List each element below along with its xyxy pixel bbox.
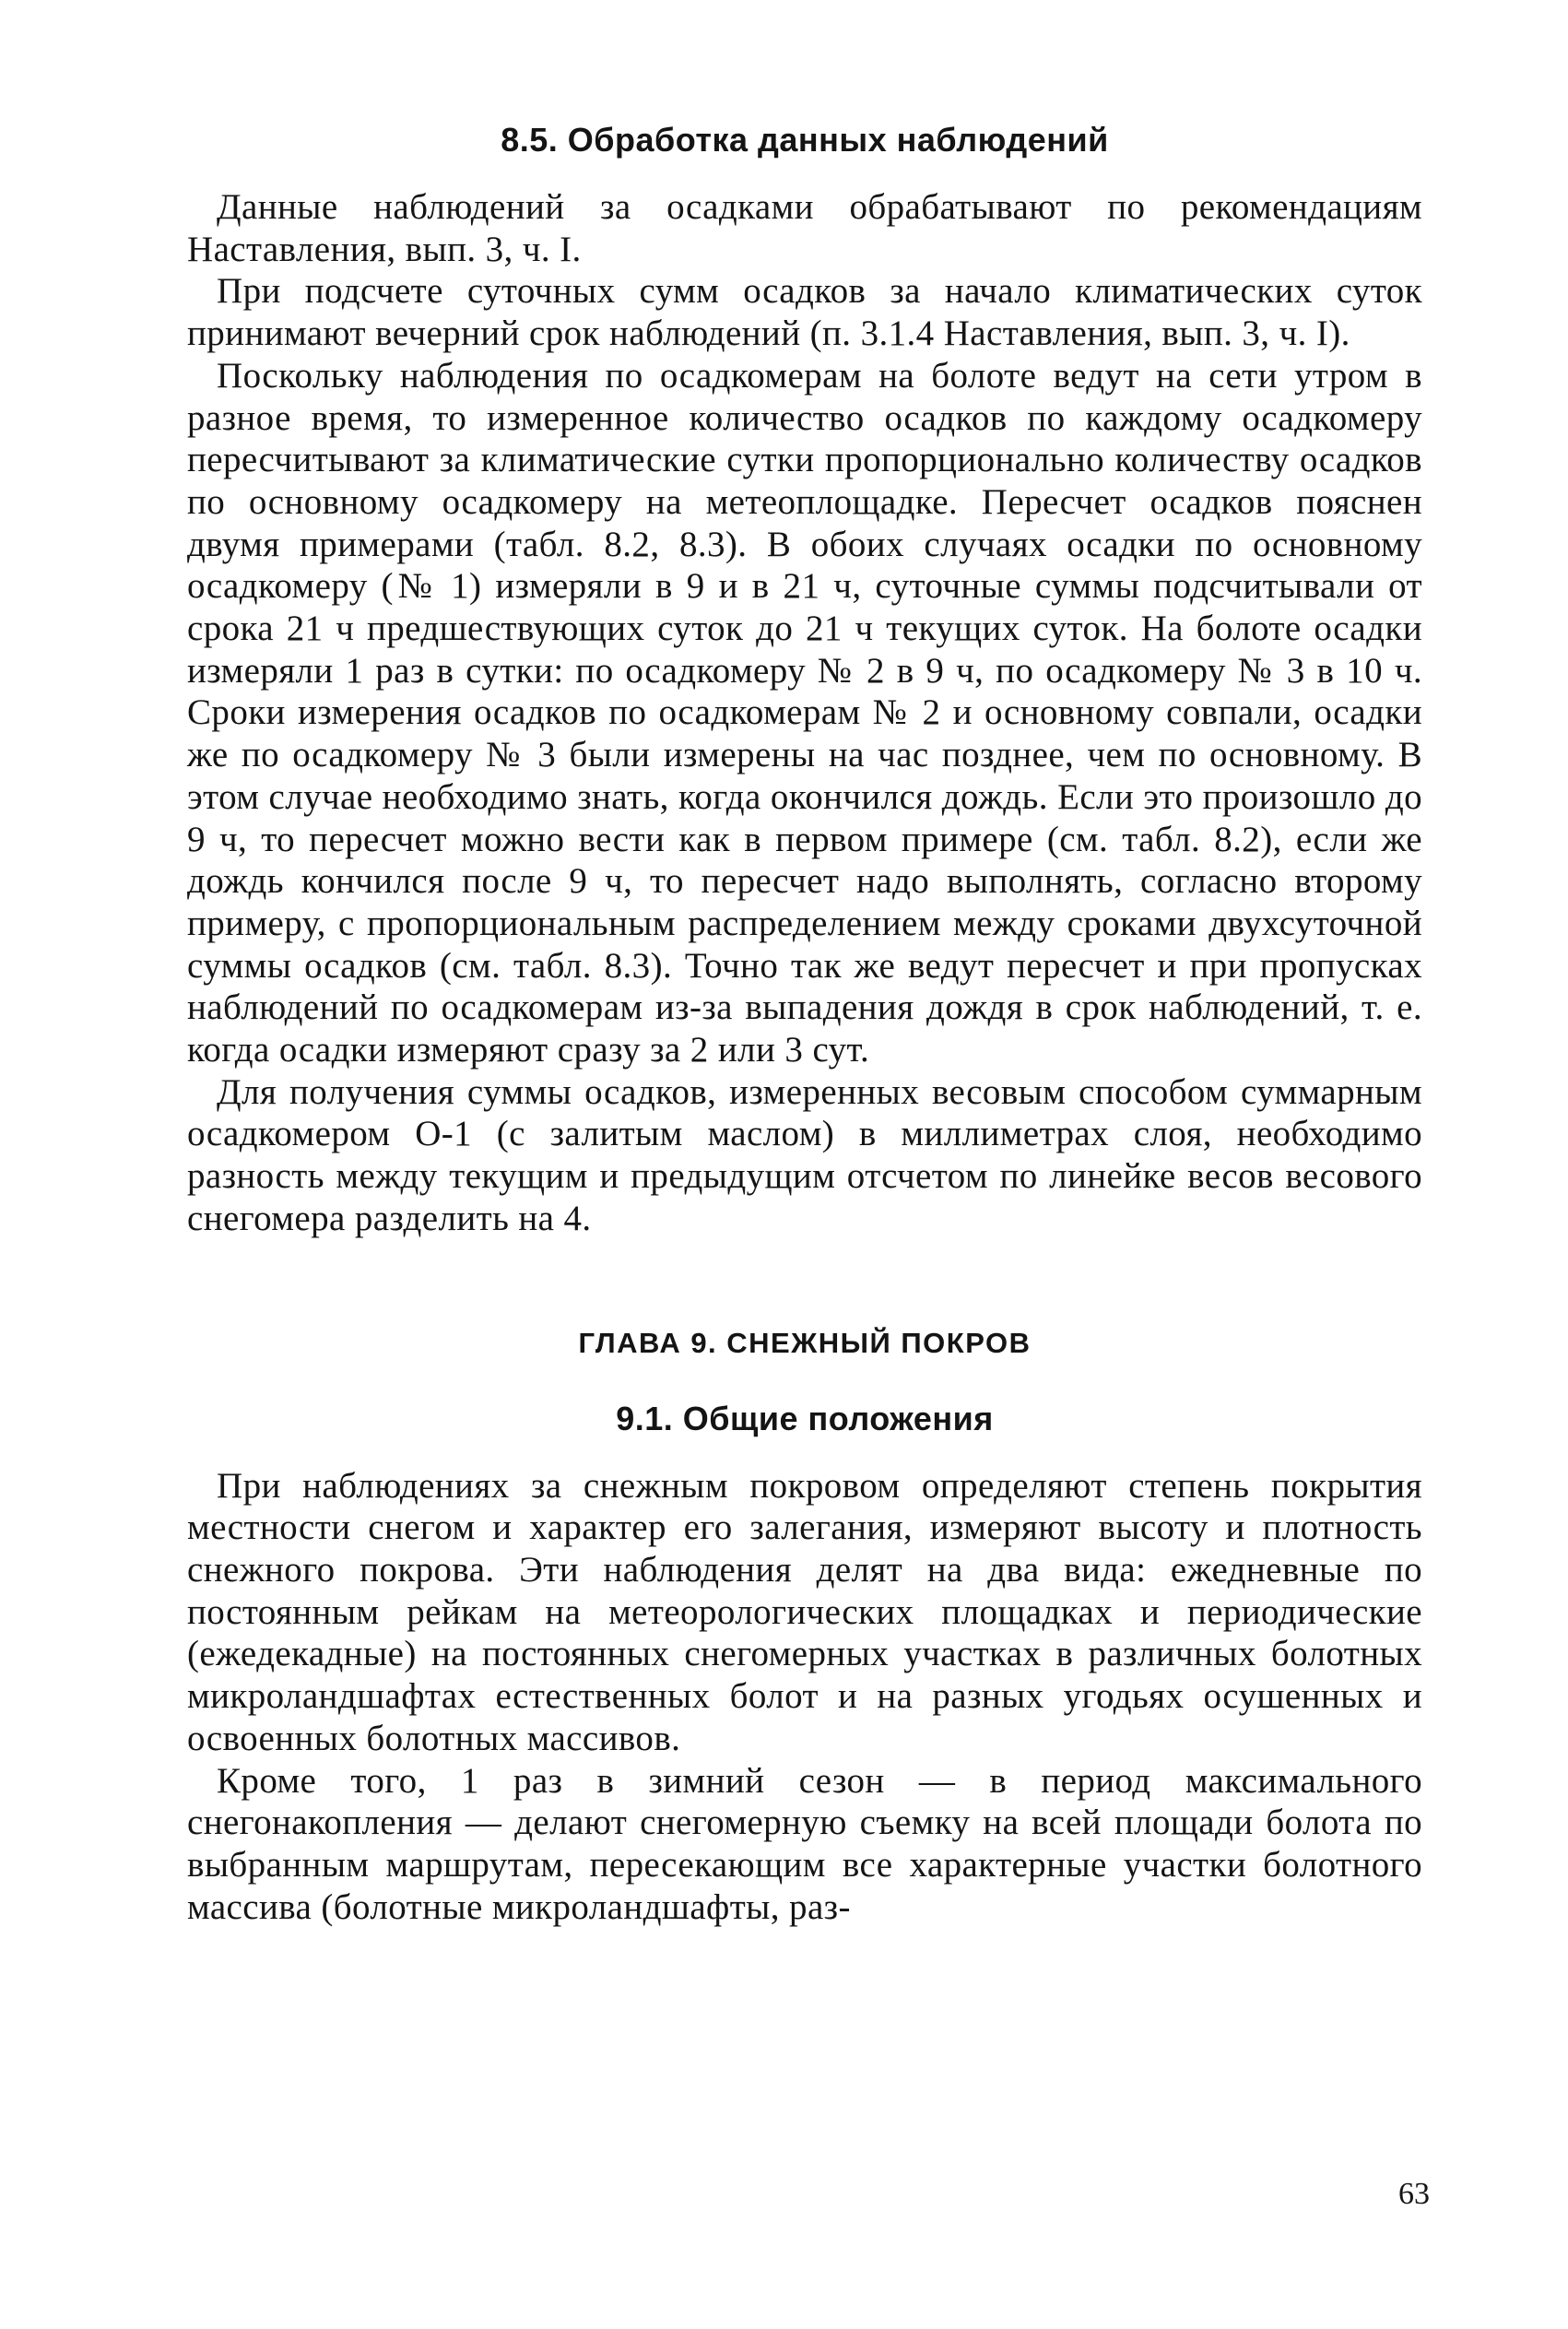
page-number: 63 [1398, 2177, 1430, 2211]
paragraph-8-5-3: Поскольку наблюдения по осадкомерам на болоте ведут на сети утром в разное время, то измеренное количество осадков по каждому осадкомеру пересчитывают за климатические сутки пропорционально количеству осадков по основному осадкомеру на метеоплощадке. Пересчет осадков пояснен двумя примерами (табл. 8.2, 8.3). В обоих случаях осадки по основному осадкомеру (№ 1) измеряли в 9 и в 21 ч, суточные суммы подсчитывали от срока 21 ч предшествующих суток до 21 ч текущих суток. На болоте осадки измеряли 1 раз в сутки: по осадкомеру № 2 в 9 ч, по осадкомеру № 3 в 10 ч. Сроки измерения осадков по осадкомерам № 2 и основному совпали, осадки же по осадкомеру № 3 были измерены на час позднее, чем по основному. В этом случае необходимо знать, когда окончился дождь. Если это произошло до 9 ч, то пересчет можно вести как в первом примере (см. табл. 8.2), если же дождь кончился после 9 ч, то пересчет надо выполнять, согласно второму примеру, с пропорциональным распределением между сроками двухсуточной суммы осадков (см. табл. 8.3). Точно так же ведут пересчет и при пропусках наблюдений по осадкомерам из-за выпадения дождя в срок наблюдений, т. е. когда осадки измеряют сразу за 2 или 3 сут. [187, 355, 1422, 1070]
paragraph-8-5-4: Для получения суммы осадков, измеренных весовым способом суммарным осадкомером О-1 (с залитым маслом) в миллиметрах слоя, необходимо разность между текущим и предыдущим отсчетом по линейке весов весового снегомера разделить на 4. [187, 1071, 1422, 1238]
chapter-title-9: ГЛАВА 9. СНЕЖНЫЙ ПОКРОВ [578, 1326, 1032, 1359]
paragraph-8-5-1: Данные наблюдений за осадками обрабатывают по рекомендациям Наставления, вып. 3, ч. I. [187, 187, 1422, 269]
page-content [187, 118, 1422, 1928]
paragraph-9-1-1: При наблюдениях за снежным покровом определяют степень покрытия местности снегом и характер его залегания, измеряют высоту и плотность снежного покрова. Эти наблюдения делят на два вида: ежедневные по постоянным рейкам на метеорологических площадках и периодические (ежедекадные) на постоянных снегомерных участках в различных болотных микроландшафтах естественных болот и на разных угодьях осушенных и освоенных болотных массивов. [187, 1465, 1422, 1758]
paragraph-9-1-2: Кроме того, 1 раз в зимний сезон — в период максимального снегонакопления — делают снегомерную съемку на всей площади болота по выбранным маршрутам, пересекающим все характерные участки болотного массива (болотные микроландшафты, раз- [187, 1760, 1422, 1927]
paragraph-8-5-2: При подсчете суточных сумм осадков за начало климатических суток принимают вечерний срок наблюдений (п. 3.1.4 Наставления, вып. 3, ч. I). [187, 271, 1422, 354]
section-title-8-5: 8.5. Обработка данных наблюдений [501, 121, 1109, 159]
section-title-9-1: 9.1. Общие положения [616, 1399, 994, 1437]
section-spacer [187, 1240, 1422, 1323]
